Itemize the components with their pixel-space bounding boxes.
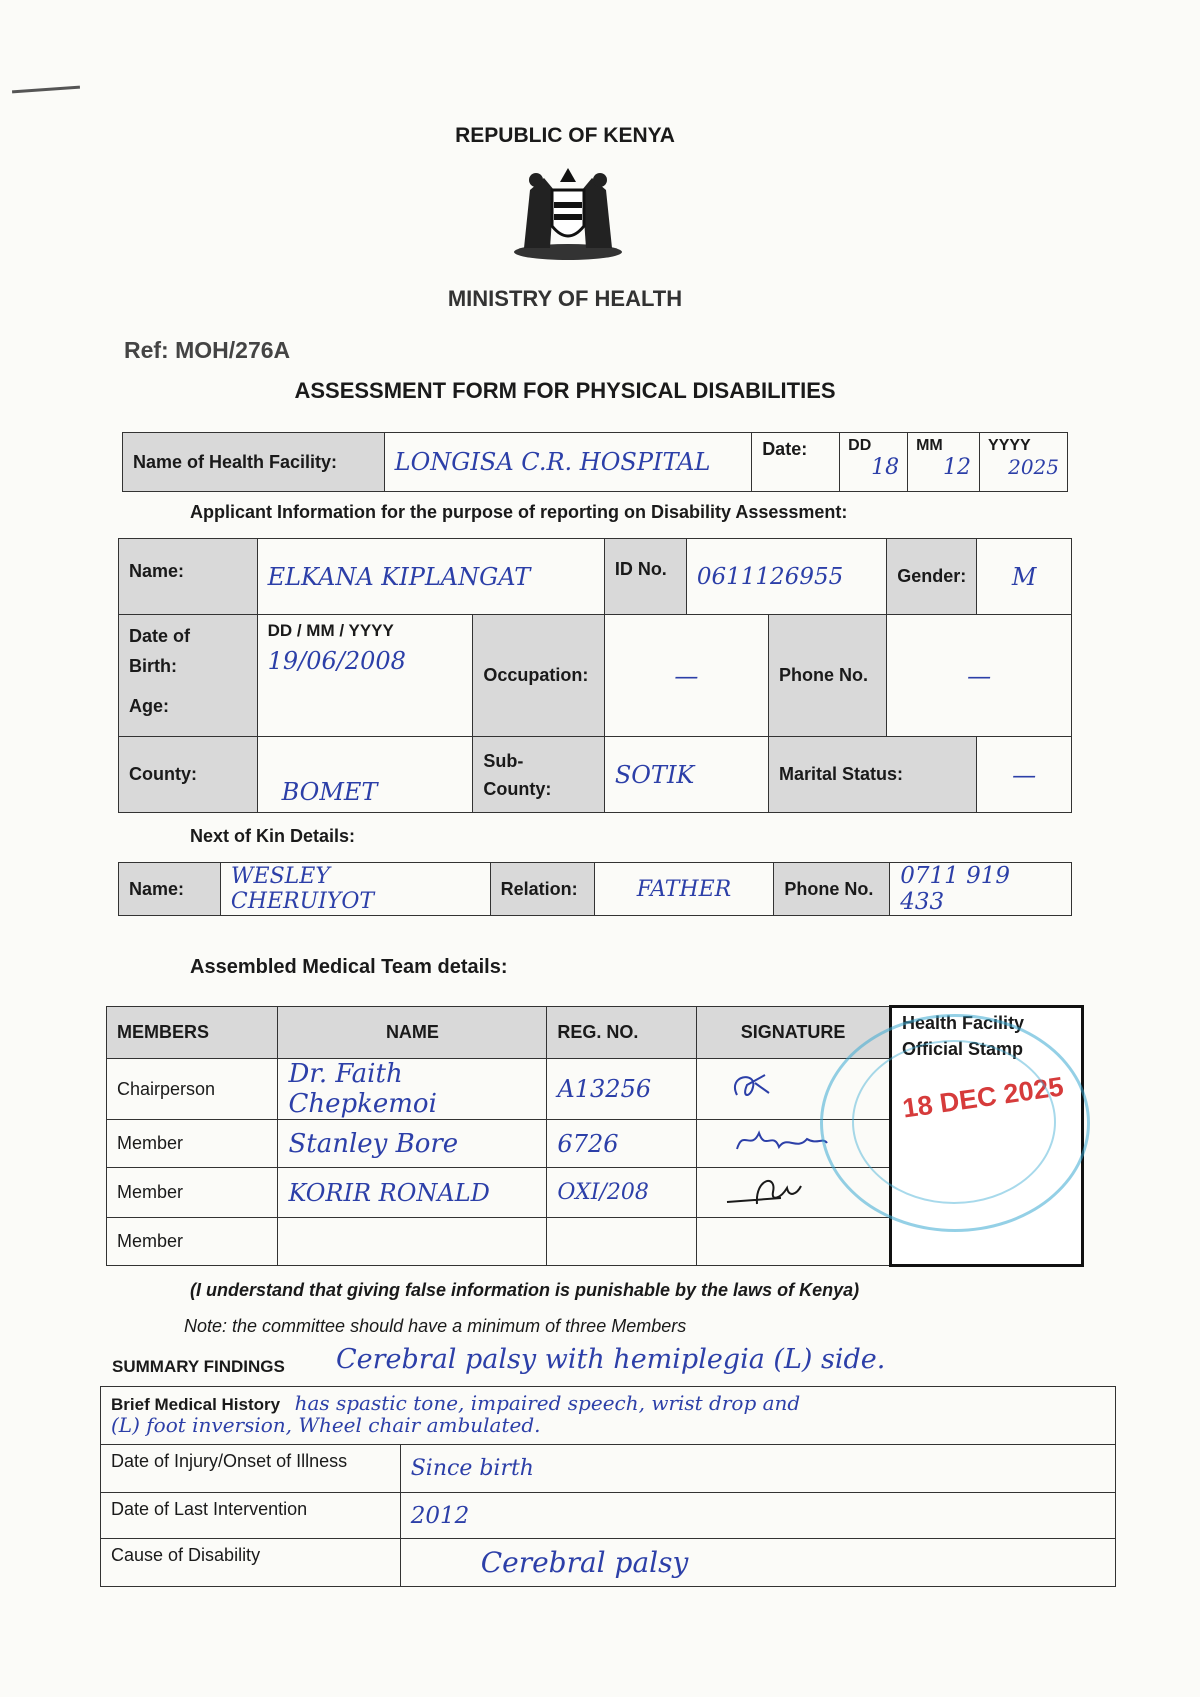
committee-note: Note: the committee should have a minimum of three Members xyxy=(184,1316,687,1336)
subcounty-label-line1: Sub- xyxy=(483,750,524,771)
name-label: Name: xyxy=(119,539,258,615)
history-row xyxy=(101,1387,1116,1445)
header-reg-no: REG. NO. xyxy=(547,1007,697,1059)
gender-label: Gender: xyxy=(887,539,977,615)
row4-name xyxy=(278,1218,547,1266)
subcounty-value: SOTIK xyxy=(604,737,768,813)
onset-label: Date of Injury/Onset of Illness xyxy=(101,1445,401,1493)
history-label: Brief Medical History xyxy=(111,1395,281,1414)
kin-phone-label: Phone No. xyxy=(774,863,890,916)
gender-value: M xyxy=(977,539,1072,615)
coat-of-arms-emblem xyxy=(510,160,626,264)
republic-title: REPUBLIC OF KENYA xyxy=(455,124,675,147)
history-table xyxy=(100,1386,1116,1587)
declaration-text: (I understand that giving false information is punishable by the laws of Kenya) xyxy=(190,1280,860,1300)
kin-relation-label: Relation: xyxy=(490,863,594,916)
date-year-cell xyxy=(980,433,1068,492)
row4-role: Member xyxy=(107,1218,278,1266)
row3-reg: OXI/208 xyxy=(547,1168,697,1218)
kin-heading: Next of Kin Details: xyxy=(190,826,356,846)
dob-label-line1: Date of xyxy=(129,626,191,646)
occupation-value: — xyxy=(604,615,768,737)
team-heading: Assembled Medical Team details: xyxy=(190,956,508,978)
row2-reg: 6726 xyxy=(547,1120,697,1168)
date-day-cell xyxy=(840,433,908,492)
subcounty-label-line2: County: xyxy=(483,778,552,799)
official-stamp-inner-ring xyxy=(852,1040,1056,1204)
row2-role: Member xyxy=(107,1120,278,1168)
dob-format: DD / MM / YYYY xyxy=(267,621,394,640)
date-month-cell xyxy=(908,433,980,492)
date-label: Date: xyxy=(752,433,840,492)
stamp-date: 18 DEC 2025 xyxy=(900,1071,1066,1124)
facility-table xyxy=(122,432,1068,492)
stamp-label-line1: Health Facility xyxy=(902,1013,1025,1033)
age-label: Age: xyxy=(129,696,169,716)
cause-value: Cerebral palsy xyxy=(400,1539,1115,1587)
applicant-heading: Applicant Information for the purpose of reporting on Disability Assessment: xyxy=(190,502,848,522)
row1-role: Chairperson xyxy=(107,1059,278,1120)
day-label: DD xyxy=(848,437,872,454)
header-members: MEMBERS xyxy=(107,1007,278,1059)
facility-label: Name of Health Facility: xyxy=(123,433,385,492)
ministry-title: MINISTRY OF HEALTH xyxy=(447,286,683,311)
reference-number: Ref: MOH/276A xyxy=(124,337,291,363)
dob-label-line2: Birth: xyxy=(129,656,177,676)
month-label: MM xyxy=(916,437,943,454)
summary-value: Cerebral palsy with hemiplegia (L) side. xyxy=(336,1344,886,1375)
month-value: 12 xyxy=(943,455,972,480)
marital-label: Marital Status: xyxy=(769,737,977,813)
row3-role: Member xyxy=(107,1168,278,1218)
kin-table xyxy=(118,862,1072,916)
id-label: ID No. xyxy=(604,539,686,615)
onset-value: Since birth xyxy=(400,1445,1115,1493)
dob-value-cell xyxy=(257,615,473,737)
year-label: YYYY xyxy=(988,437,1031,454)
dob-value: 19/06/2008 xyxy=(267,647,406,675)
form-title: ASSESSMENT FORM FOR PHYSICAL DISABILITIES xyxy=(294,378,836,403)
year-value: 2025 xyxy=(1008,455,1059,479)
facility-value: LONGISA C.R. HOSPITAL xyxy=(384,433,752,492)
summary-label: SUMMARY FINDINGS xyxy=(112,1357,285,1376)
history-value-line2: (L) foot inversion, Wheel chair ambulated. xyxy=(111,1413,541,1437)
phone-value: — xyxy=(887,615,1072,737)
stamp-label-line2: Official Stamp xyxy=(902,1039,1024,1059)
history-value-line1: has spastic tone, impaired speech, wrist drop and xyxy=(294,1391,801,1415)
county-value: BOMET xyxy=(257,737,473,813)
row1-name: Dr. Faith Chepkemoi xyxy=(278,1059,547,1120)
row4-signature xyxy=(697,1218,891,1266)
row2-name: Stanley Bore xyxy=(278,1120,547,1168)
day-value: 18 xyxy=(871,455,900,480)
subcounty-label-cell xyxy=(473,737,604,813)
name-value: ELKANA KIPLANGAT xyxy=(257,539,604,615)
dob-age-label-cell xyxy=(119,615,258,737)
kin-name-value: WESLEY CHERUIYOT xyxy=(220,863,490,916)
kin-phone-value: 0711 919 433 xyxy=(890,863,1072,916)
occupation-label: Occupation: xyxy=(473,615,604,737)
scan-mark xyxy=(12,86,80,94)
row3-name: KORIR RONALD xyxy=(278,1168,547,1218)
marital-value: — xyxy=(977,737,1072,813)
row1-reg: A13256 xyxy=(547,1059,697,1120)
intervention-value: 2012 xyxy=(400,1493,1115,1539)
kin-relation-value: FATHER xyxy=(594,863,774,916)
applicant-table xyxy=(118,538,1072,813)
phone-label: Phone No. xyxy=(769,615,887,737)
id-value: 0611126955 xyxy=(686,539,886,615)
header-name: NAME xyxy=(278,1007,547,1059)
kin-name-label: Name: xyxy=(119,863,221,916)
row4-reg xyxy=(547,1218,697,1266)
cause-label: Cause of Disability xyxy=(101,1539,401,1587)
header-signature: SIGNATURE xyxy=(697,1007,891,1059)
intervention-label: Date of Last Intervention xyxy=(101,1493,401,1539)
county-label: County: xyxy=(119,737,258,813)
